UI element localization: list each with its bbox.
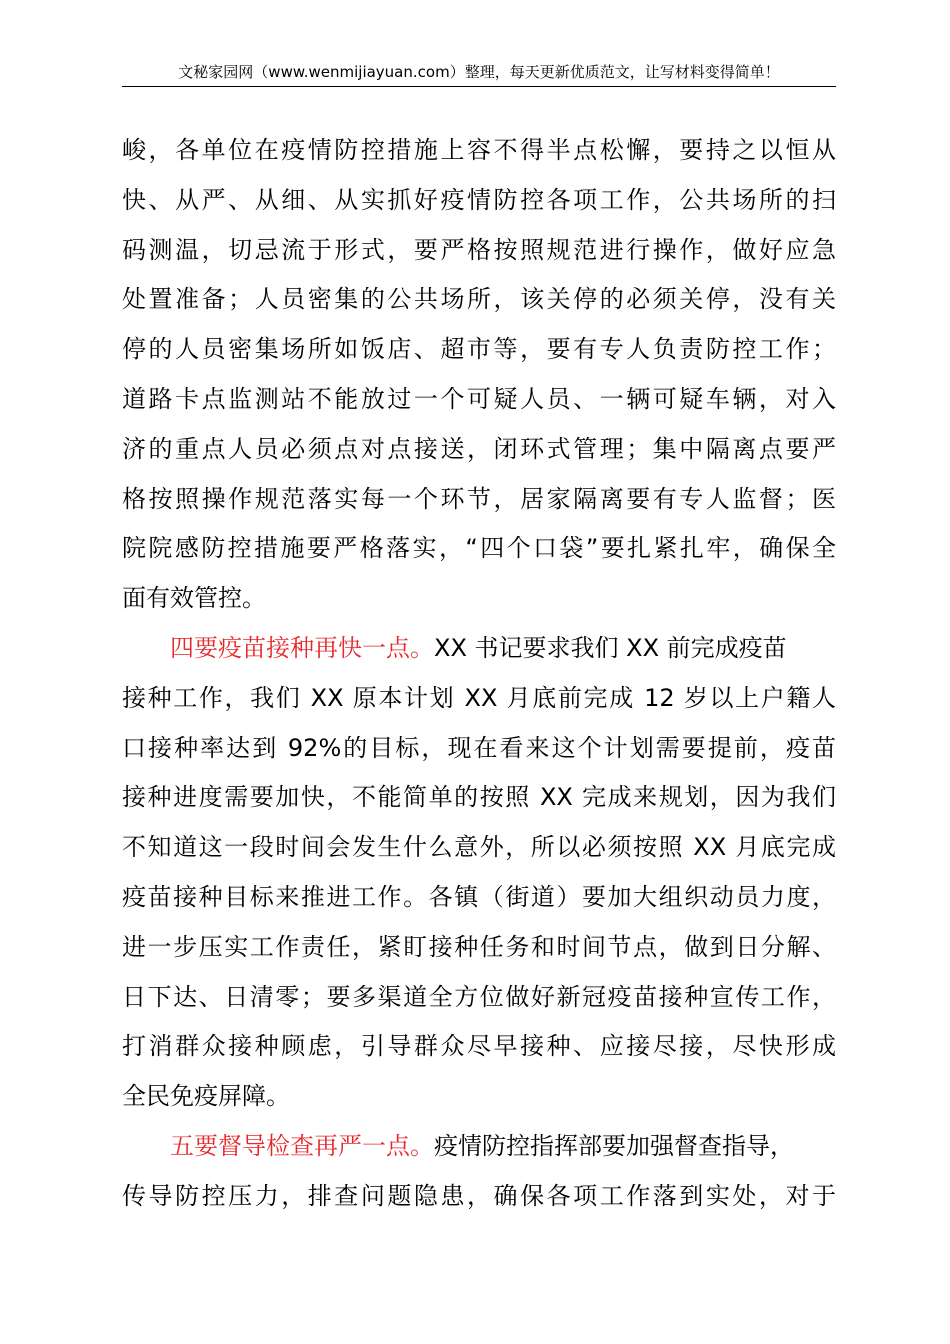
text-line: 院院感防控措施要严格落实，“四个口袋”要扎紧扎牢，确保全 [122, 534, 836, 563]
text-line [122, 624, 836, 674]
text-line: 疫苗接种目标来推进工作。各镇（街道）要加大组织动员力度， [122, 882, 836, 911]
text-line: 打消群众接种顾虑，引导群众尽早接种、应接尽接，尽快形成 [122, 1032, 836, 1061]
text-line: 口接种率达到 92%的目标，现在看来这个计划需要提前，疫苗 [122, 733, 836, 762]
text-line: 接种进度需要加快，不能简单的按照 XX 完成来规划，因为我们 [122, 783, 836, 812]
text-line: 格按照操作规范落实每一个环节，居家隔离要有专人监督；医 [122, 484, 836, 513]
text-line: 日下达、日清零；要多渠道全方位做好新冠疫苗接种宣传工作， [122, 982, 836, 1011]
text-line: 进一步压实工作责任，紧盯接种任务和时间节点，做到日分解、 [122, 932, 836, 961]
text-line: 全民免疫屏障。 [122, 1082, 290, 1111]
text-line: 济的重点人员必须点对点接送，闭环式管理；集中隔离点要严 [122, 434, 836, 463]
text-line: 峻，各单位在疫情防控措施上容不得半点松懈，要持之以恒从 [122, 136, 836, 164]
text-line: 道路卡点监测站不能放过一个可疑人员、一辆可疑车辆，对入 [122, 384, 836, 413]
text-run: 疫情防控指挥部要加强督查指导， [434, 1131, 794, 1160]
text-line: 不知道这一段时间会发生什么意外，所以必须按照 XX 月底完成 [122, 833, 836, 862]
paragraph-3 [122, 1122, 836, 1222]
text-line: 传导防控压力，排查问题隐患，确保各项工作落到实处，对于 [122, 1181, 836, 1210]
text-line: 接种工作，我们 XX 原本计划 XX 月底前完成 12 岁以上户籍人 [122, 683, 836, 712]
text-line [122, 1122, 836, 1172]
text-line: 码测温，切忌流于形式，要严格按照规范进行操作，做好应急 [122, 235, 836, 264]
text-line: 停的人员密集场所如饭店、超市等，要有专人负责防控工作； [122, 335, 836, 364]
section-heading: 四要疫苗接种再快一点。 [170, 633, 434, 662]
paragraph-2 [122, 624, 836, 1122]
document-body [122, 126, 836, 1222]
section-heading: 五要督导检查再严一点。 [170, 1131, 434, 1160]
text-line: 处置准备；人员密集的公共场所，该关停的必须关停，没有关 [122, 285, 836, 314]
text-line: 面有效管控。 [122, 584, 266, 613]
text-run: XX 书记要求我们 XX 前完成疫苗 [434, 633, 787, 662]
paragraph-1 [122, 126, 836, 624]
text-line: 快、从严、从细、从实抓好疫情防控各项工作，公共场所的扫 [122, 185, 836, 214]
page-header: 文秘家园网（www.wenmijiayuan.com）整理，每天更新优质范文，让写材料变得简单！ [122, 62, 836, 87]
